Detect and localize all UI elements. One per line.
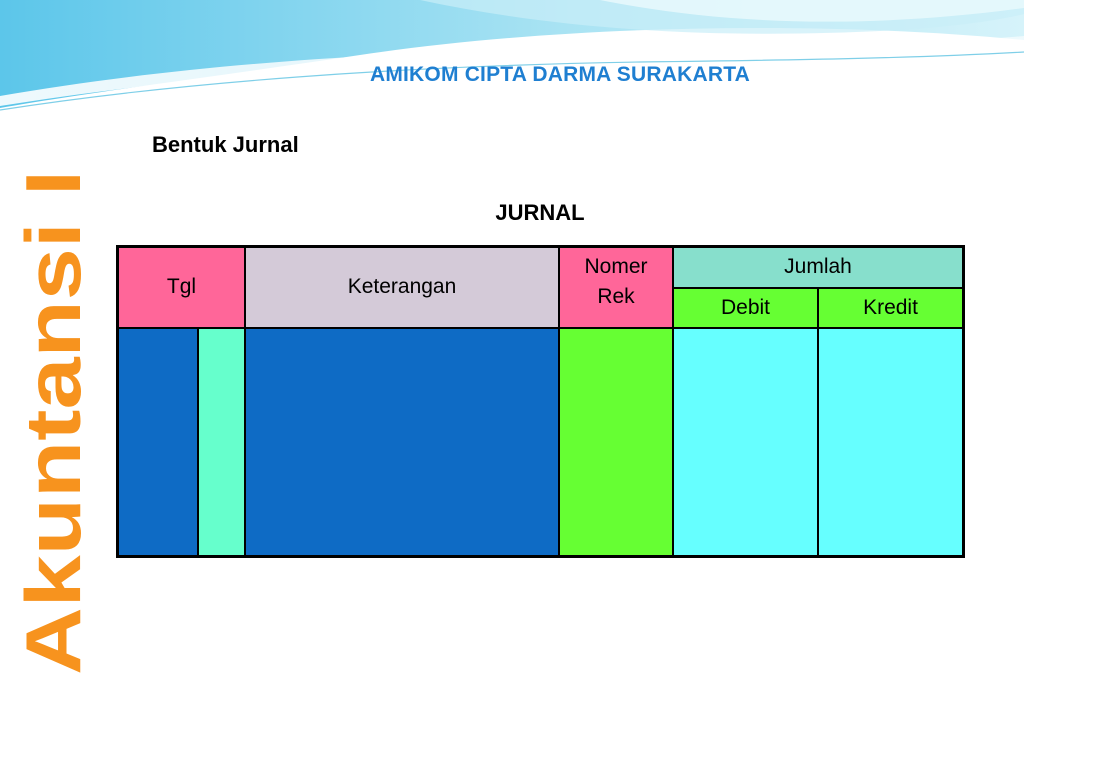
header-jumlah bbox=[674, 248, 962, 289]
journal-table bbox=[116, 245, 965, 558]
side-wordmark-text: Akuntansi I bbox=[9, 254, 97, 675]
header-nomer-rek-line2: Rek bbox=[597, 285, 635, 309]
header-jumlah-label: Jumlah bbox=[784, 255, 852, 279]
body-keterangan-column bbox=[246, 329, 560, 555]
header-kredit bbox=[819, 289, 962, 329]
header-tgl-label: Tgl bbox=[166, 275, 197, 299]
body-kredit-column bbox=[819, 329, 962, 555]
header-keterangan-label: Keterangan bbox=[347, 275, 457, 299]
side-wordmark bbox=[8, 165, 97, 680]
header-nomer-rek bbox=[560, 248, 674, 329]
header-debit-label: Debit bbox=[720, 295, 771, 319]
header-kredit-label: Kredit bbox=[863, 295, 918, 319]
header-tgl bbox=[119, 248, 246, 329]
header-keterangan bbox=[246, 248, 560, 329]
body-tgl-day-column bbox=[199, 329, 246, 555]
body-debit-column bbox=[674, 329, 819, 555]
header-debit bbox=[674, 289, 819, 329]
body-tgl-month-column bbox=[119, 329, 199, 555]
table-title: JURNAL bbox=[495, 200, 585, 225]
institution-title: AMIKOM CIPTA DARMA SURAKARTA bbox=[369, 63, 751, 86]
header-nomer-rek-line1: Nomer bbox=[584, 255, 648, 278]
body-nomer-rek-column bbox=[560, 329, 674, 555]
section-heading: Bentuk Jurnal bbox=[152, 132, 299, 157]
